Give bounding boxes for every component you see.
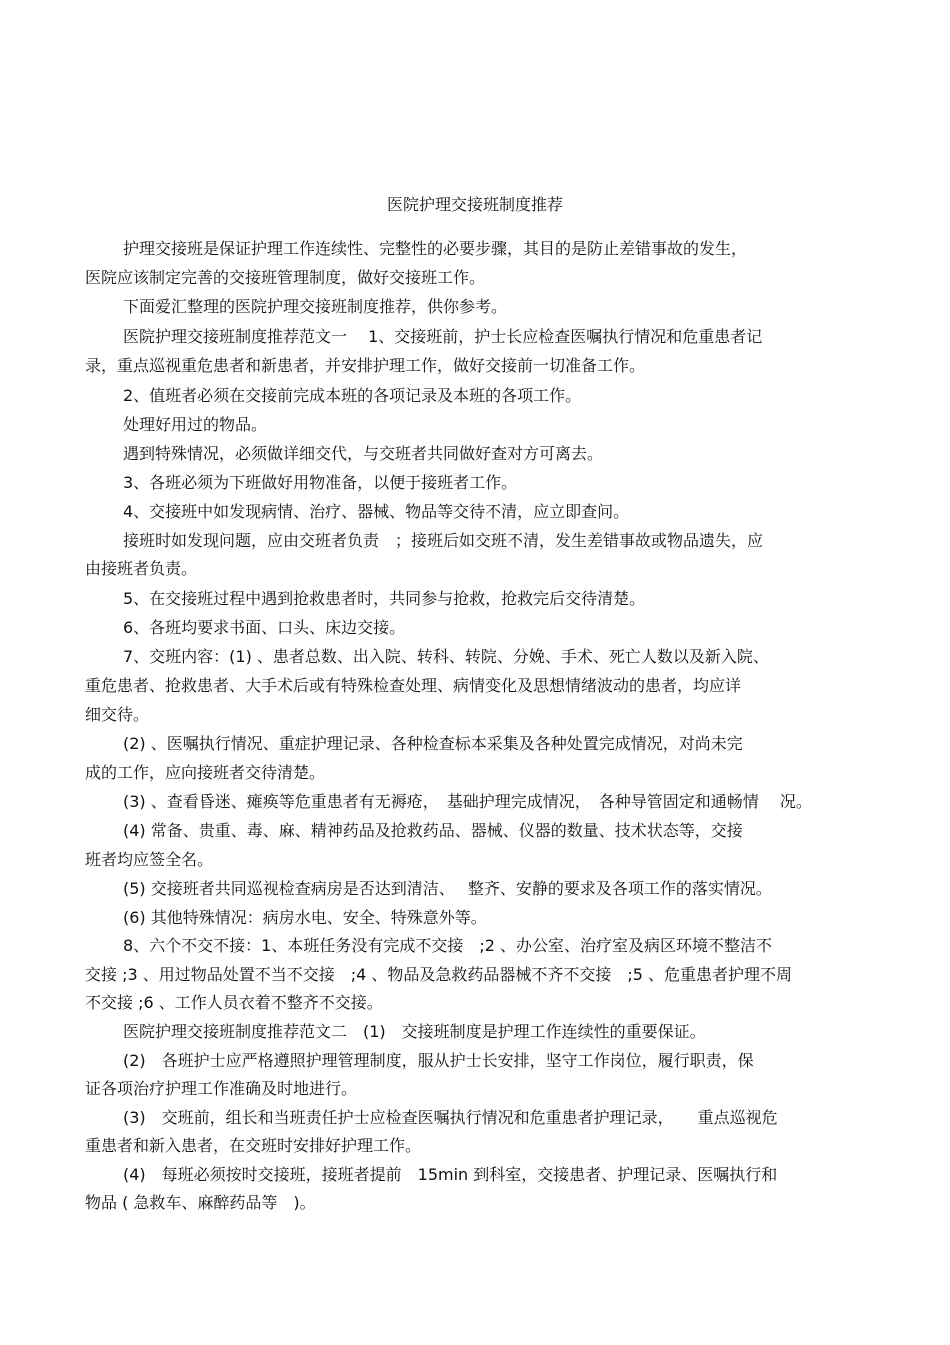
- paragraph-line: 护理交接班是保证护理工作连续性、完整性的必要步骤，其目的是防止差错事故的发生，: [123, 239, 748, 258]
- paragraph-line: (2) 、医嘱执行情况、重症护理记录、各种检查标本采集及各种处置完成情况，对尚未完: [123, 734, 743, 753]
- paragraph-line: 由接班者负责。: [85, 559, 198, 578]
- paragraph-line: (6) 其他特殊情况：病房水电、安全、特殊意外等。: [123, 908, 487, 927]
- paragraph-line: 7、交班内容：(1) 、患者总数、出入院、转科、转院、分娩、手术、死亡人数以及新入院、: [123, 647, 769, 666]
- paragraph-line: 证各项治疗护理工作准确及时地进行。: [85, 1079, 358, 1098]
- document-title: 医院护理交接班制度推荐: [386, 195, 563, 214]
- paragraph-line: (4) 常备、贵重、毒、麻、精神药品及抢救药品、器械、仪器的数量、技术状态等，交接: [123, 821, 743, 840]
- paragraph-line: 5、在交接班过程中遇到抢救患者时，共同参与抢救，抢救完后交待清楚。: [123, 589, 646, 608]
- paragraph-line: 医院应该制定完善的交接班管理制度，做好交接班工作。: [85, 268, 486, 287]
- paragraph-line: 成的工作，应向接班者交待清楚。: [85, 763, 326, 782]
- paragraph-line: 8、六个不交不接：1、本班任务没有完成不交接 ;2 、办公室、治疗室及病区环境不整洁不: [123, 936, 773, 955]
- paragraph-line: (2) 各班护士应严格遵照护理管理制度，服从护士长安排，坚守工作岗位，履行职责，保: [123, 1051, 754, 1070]
- paragraph-line: 细交待。: [85, 705, 150, 724]
- paragraph-line: 2、值班者必须在交接前完成本班的各项记录及本班的各项工作。: [123, 386, 582, 405]
- paragraph-line: (3) 、查看昏迷、瘫痪等危重患者有无褥疮， 基础护理完成情况， 各种导管固定和通畅情 况。: [123, 792, 812, 811]
- paragraph-line: 遇到特殊情况，必须做详细交代，与交班者共同做好查对方可离去。: [123, 444, 604, 463]
- paragraph-line: (4) 每班必须按时交接班，接班者提前 15min 到科室，交接患者、护理记录、医嘱执行和: [123, 1165, 778, 1184]
- paragraph-line: 重患者和新入患者，在交班时安排好护理工作。: [85, 1136, 422, 1155]
- paragraph-line: 录，重点巡视重危患者和新患者，并安排护理工作，做好交接前一切准备工作。: [85, 356, 646, 375]
- paragraph-line: 6、各班均要求书面、口头、床边交接。: [123, 618, 406, 637]
- paragraph-line: (3) 交班前，组长和当班责任护士应检查医嘱执行情况和危重患者护理记录， 重点巡视危: [123, 1108, 778, 1127]
- paragraph-line: 重危患者、抢救患者、大手术后或有特殊检查处理、病情变化及思想情绪波动的患者，均应详: [85, 676, 742, 695]
- paragraph-line: 3、各班必须为下班做好用物准备，以便于接班者工作。: [123, 473, 518, 492]
- paragraph-line: 接班时如发现问题，应由交班者负责 ；接班后如交班不清，发生差错事故或物品遗失，应: [123, 531, 764, 550]
- paragraph-line: 交接 ;3 、用过物品处置不当不交接 ;4 、物品及急救药品器械不齐不交接 ;5 、危重患者护理不周: [85, 965, 793, 984]
- paragraph-line: 物品 ( 急救车、麻醉药品等 )。: [85, 1193, 316, 1212]
- paragraph-line: 医院护理交接班制度推荐范文二 (1) 交接班制度是护理工作连续性的重要保证。: [123, 1022, 706, 1041]
- paragraph-line: 医院护理交接班制度推荐范文一 1、交接班前，护士长应检查医嘱执行情况和危重患者记: [123, 327, 763, 346]
- paragraph-line: 处理好用过的物品。: [123, 415, 268, 434]
- paragraph-line: 下面爱汇整理的医院护理交接班制度推荐，供你参考。: [123, 297, 508, 316]
- paragraph-line: (5) 交接班者共同巡视检查病房是否达到清洁、 整齐、安静的要求及各项工作的落实情况。: [123, 879, 772, 898]
- paragraph-line: 班者均应签全名。: [85, 850, 214, 869]
- paragraph-line: 不交接 ;6 、工作人员衣着不整齐不交接。: [85, 993, 383, 1012]
- paragraph-line: 4、交接班中如发现病情、治疗、器械、物品等交待不清，应立即查问。: [123, 502, 630, 521]
